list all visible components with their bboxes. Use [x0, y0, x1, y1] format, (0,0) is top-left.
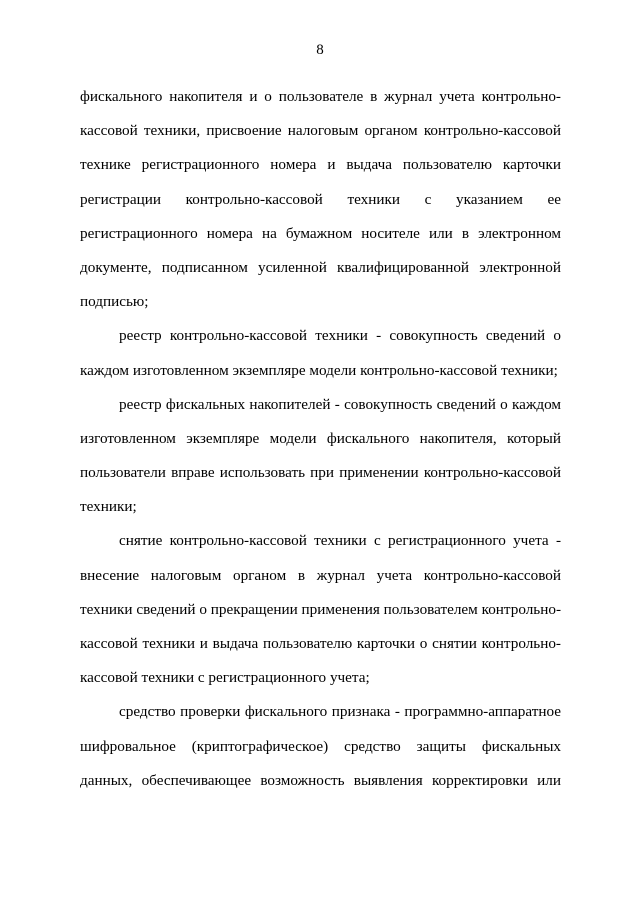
text-line: снятие контрольно-кассовой техники с регистрационного учета - [119, 532, 561, 550]
text-line: пользователи вправе использовать при применении контрольно-кассовой [80, 464, 561, 482]
paragraph-2 [80, 319, 561, 387]
paragraph-1 [80, 80, 561, 319]
text-line: техники сведений о прекращении применения пользователем контрольно- [80, 600, 562, 618]
text-line: регистрационного номера на бумажном носителе или в электронном [80, 224, 561, 242]
text-line: изготовленном экземпляре модели фискального накопителя, который [80, 429, 561, 447]
text-line: кассовой техники с регистрационного учета; [80, 669, 370, 687]
text-line: внесение налоговым органом в журнал учета контрольно-кассовой [80, 566, 561, 584]
text-line: технике регистрационного номера и выдача пользователю карточки [80, 156, 561, 174]
text-line: фискального накопителя и о пользователе в журнал учета контрольно- [80, 88, 561, 105]
document-body [80, 80, 561, 798]
text-line: подписью; [80, 293, 149, 311]
text-line: каждом изготовленном экземпляре модели контрольно-кассовой техники; [80, 361, 558, 379]
text-line: реестр контрольно-кассовой техники - совокупность сведений о [119, 327, 561, 345]
text-line: реестр фискальных накопителей - совокупность сведений о каждом [119, 395, 561, 413]
text-line: техники; [80, 498, 137, 516]
text-line: данных, обеспечивающее возможность выявления корректировки или [80, 771, 561, 789]
text-line: шифровальное (криптографическое) средство защиты фискальных [80, 737, 561, 755]
text-line: кассовой техники и выдача пользователю карточки о снятии контрольно- [80, 635, 561, 652]
paragraph-5 [80, 695, 561, 798]
page-number: 8 [316, 42, 324, 58]
text-line: документе, подписанном усиленной квалифицированной электронной [80, 258, 561, 276]
text-line: регистрации контрольно-кассовой техники с указанием ее [80, 190, 561, 208]
text-line: кассовой техники, присвоение налоговым органом контрольно-кассовой [80, 122, 561, 140]
paragraph-3 [80, 388, 561, 525]
text-line: средство проверки фискального признака - программно-аппаратное [119, 703, 561, 721]
paragraph-4 [80, 524, 561, 695]
